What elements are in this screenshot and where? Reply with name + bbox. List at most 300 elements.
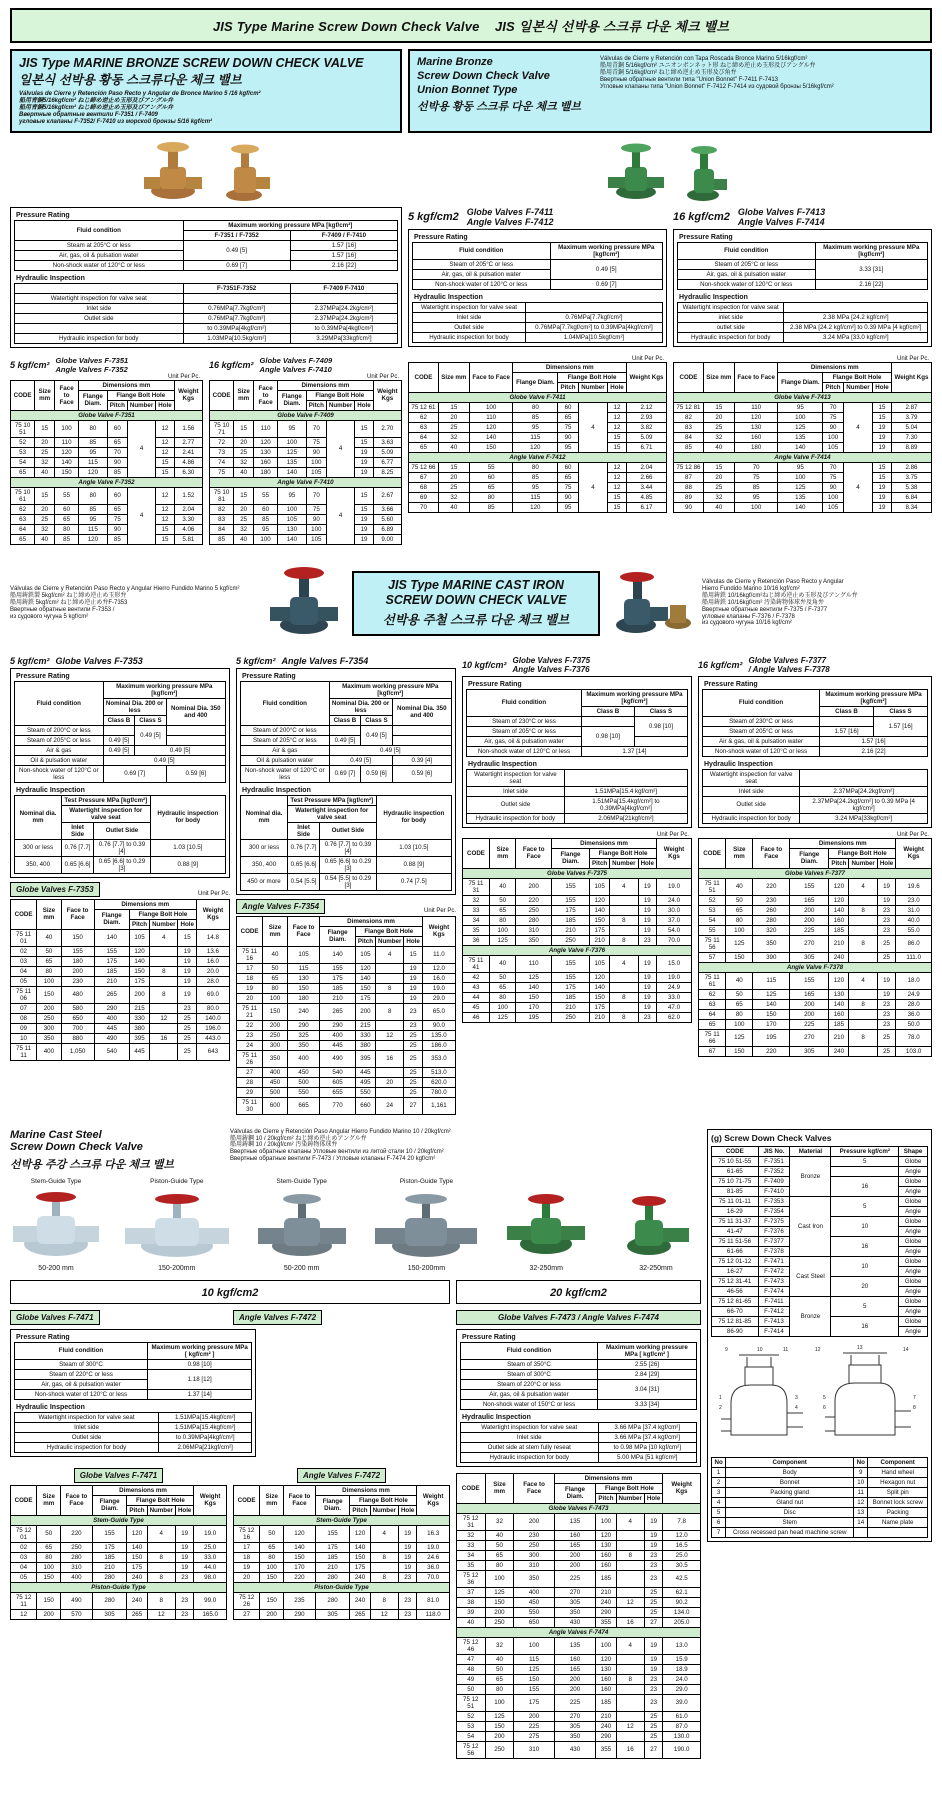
cell: 65 [485, 1674, 514, 1684]
cell: 0.49 [5] [329, 745, 451, 755]
cell: 305 [554, 1597, 596, 1607]
cell: 20 [703, 412, 734, 422]
col-fluid: Fluid condition [15, 220, 184, 240]
cell [525, 302, 662, 312]
cell: 350, 400 [241, 856, 288, 873]
cell: 550 [287, 1087, 319, 1097]
table-row [699, 1029, 932, 1046]
bronze-title-ko: 일본식 선박용 황동 스크류다운 체크 밸브 [19, 72, 242, 87]
cell: Hole [877, 858, 895, 868]
cell: 80 [485, 1684, 514, 1694]
cell: Pitch [129, 919, 149, 929]
cell: 62 [699, 989, 726, 999]
cell: Pitch [127, 1505, 147, 1515]
cell: 36 [463, 935, 490, 945]
cell: 100 [726, 1019, 753, 1029]
angle-valve-bronze-icon [214, 137, 274, 203]
cell: 33.0 [656, 992, 691, 1002]
cell: 8 [849, 905, 877, 915]
cell: 75 [558, 422, 579, 432]
cell: 0.49 [5] [103, 755, 225, 765]
cell: 185 [315, 1552, 350, 1562]
cell: 355 [596, 1617, 616, 1627]
cell: 27 [237, 1067, 263, 1077]
cell: Dimensions mm [92, 1485, 194, 1495]
cell: 8 [147, 1552, 175, 1562]
cell: 19 [355, 514, 373, 524]
cell: 200 [514, 1711, 554, 1721]
cell: 15 [438, 462, 469, 472]
cell: 4 [843, 402, 872, 452]
cell: 12 [156, 514, 174, 524]
cell: 200 [263, 1020, 288, 1030]
table-row [457, 1540, 701, 1550]
cell: 75 11 66 [699, 1029, 726, 1046]
cell: 140 [278, 467, 307, 477]
cell: 300 [37, 1023, 62, 1033]
cs-20-dim-table [456, 1473, 701, 1759]
cell: F-7413 [758, 1316, 790, 1326]
cell: 62.1 [663, 1587, 701, 1597]
cell: 1.52 [174, 487, 202, 504]
section-label-globe: Globe Valve F-7413 [674, 392, 932, 402]
cell: 55 [254, 487, 278, 504]
cell: 75 [306, 504, 326, 514]
cell: 305 [790, 952, 829, 962]
cell: 16 [616, 1617, 644, 1627]
cell: Size mm [234, 380, 254, 410]
cell: 3.66 [373, 504, 401, 514]
table-row [712, 1527, 928, 1537]
ci-7375-pressure-panel [462, 676, 692, 828]
union-5-angle: Angle Valves F-7412 [466, 216, 554, 227]
cell: 0.49 [5] [329, 755, 392, 765]
cell [849, 952, 877, 962]
cell: 120 [129, 946, 149, 956]
cell: Flange Diam. [94, 909, 129, 929]
cell: 7 [712, 1527, 726, 1537]
table-row [234, 1572, 450, 1582]
cell: 155 [551, 972, 589, 982]
cell: 19 [638, 972, 656, 982]
cell: 95 [778, 402, 823, 412]
figure-range: 150-200mm [407, 1264, 446, 1272]
union-5-badge: 5 kgf/cm2 [408, 210, 459, 223]
cell: Oil & pulsation water [15, 755, 104, 765]
cell: 24.6 [417, 1552, 450, 1562]
cell: Globe [899, 1316, 928, 1326]
cell: Size mm [260, 1485, 284, 1515]
cell: 23 [638, 1012, 656, 1022]
cell: 2.12 [626, 402, 666, 412]
cast-steel-section [10, 1129, 932, 1759]
cell: 160 [254, 457, 278, 467]
cell: 110 [55, 437, 79, 447]
cell: 12 [854, 1497, 868, 1507]
cell: 37 [457, 1587, 486, 1597]
cell: Steam of 230°C or less [467, 716, 582, 726]
ci-7375-globe: Globe Valves F-7375 [512, 655, 591, 665]
section-label-globe: Globe Valves F-7377 [699, 868, 932, 878]
cell: 1.51MPa[15.4kgf/cm²] [159, 1412, 252, 1422]
cell: 19 [873, 442, 892, 452]
cell: 620.0 [422, 1077, 455, 1087]
cell: Class S [361, 715, 392, 725]
cell [616, 1607, 644, 1617]
cs-desc-jp: 船用鋳鋼 10 / 20kgf/cm² ねじ締め逆止めアングル弁 [230, 1135, 367, 1142]
cell: 250 [551, 935, 589, 945]
cell: 120 [79, 534, 108, 544]
cell: 2.66 [626, 472, 666, 482]
table-row [674, 492, 932, 502]
cell: 10 [831, 1256, 899, 1276]
piston-guide-valve-icon [123, 1188, 231, 1260]
cell: 23 [175, 1609, 193, 1619]
cell: 95 [278, 420, 307, 437]
cell: Pitch [355, 936, 375, 946]
cell: 12 [370, 1609, 398, 1619]
cell: 74 [210, 457, 234, 467]
cell: 70 [823, 402, 844, 412]
cell [150, 1023, 178, 1033]
cell: 150 [37, 1572, 61, 1582]
cell: 120 [596, 1530, 616, 1540]
cell: 19 [175, 1542, 193, 1552]
cell: 215 [129, 1003, 149, 1013]
cell: 100 [489, 925, 515, 935]
cell: 155 [61, 946, 94, 956]
table-row [237, 1050, 456, 1067]
cell: 55.0 [896, 925, 932, 935]
cs-desc-ru: Ввертные обратные клапаны Угловые вентили из литой стали 10 / 20kgf/cm² [230, 1149, 444, 1156]
cell: 32 [35, 524, 55, 534]
cell: 4.85 [626, 492, 666, 502]
table-row [712, 1507, 928, 1517]
table-row [457, 1741, 701, 1758]
cell: Flange Bolt Hole [306, 390, 373, 400]
bronze-pressure-title: Pressure Rating [16, 211, 70, 219]
cell: 75 11 11 [11, 1043, 37, 1060]
cell: Outlet side [703, 796, 800, 813]
cell: 12 [147, 1609, 175, 1619]
cell: 150 [127, 1552, 147, 1562]
cell [849, 925, 877, 935]
cell: Fluid condition [15, 681, 104, 725]
cell: CODE [463, 838, 490, 868]
table-row [409, 462, 667, 472]
cell: 53 [11, 447, 35, 457]
cell: 84 [210, 524, 234, 534]
cell: 115 [513, 432, 558, 442]
table-row [237, 1003, 456, 1020]
cell: 19 [178, 966, 196, 976]
page-title-en: JIS Type Marine Screw Down Check Valve [212, 19, 480, 34]
bronze-hyd-title: Hydraulic Inspection [16, 274, 85, 282]
cell: 210 [590, 935, 610, 945]
unit-label: Unit Per Pc. [366, 373, 399, 380]
svg-text:12: 12 [815, 1346, 821, 1353]
cell: 16.3 [417, 1525, 450, 1542]
cell: 19 [355, 447, 373, 457]
cell: CODE [699, 838, 726, 868]
cell: Cross recessed pan head machine screw [726, 1527, 854, 1537]
union-title-ko: 선박용 황동 스크류 다운 체크 밸브 [417, 101, 582, 114]
table-row [15, 1432, 252, 1442]
cell: 100 [489, 1002, 515, 1012]
cell: 310 [514, 1560, 554, 1570]
table-row [699, 925, 932, 935]
cell: 19 [175, 1525, 193, 1542]
cell: 115 [514, 1654, 554, 1664]
cell: 24.0 [663, 1674, 701, 1684]
cell: Size mm [35, 380, 55, 410]
cell: CODE [712, 1146, 759, 1156]
cell: 15 [404, 946, 422, 963]
cell: 15 [355, 420, 373, 437]
table-row [11, 1592, 227, 1609]
cell: Hydraulic inspection for body [467, 813, 565, 823]
table-row [15, 735, 226, 745]
cell: 135 [778, 492, 823, 502]
cell: 19 [644, 1637, 662, 1654]
cell [854, 1527, 868, 1537]
cell: Disc [726, 1507, 854, 1517]
cell [375, 963, 403, 973]
cell: 19 [877, 989, 895, 999]
table-row [674, 502, 932, 512]
cell [616, 1731, 644, 1741]
cell: Fluid condition [703, 689, 820, 716]
cell: 15 [703, 462, 734, 472]
table-row [234, 1609, 450, 1619]
cell [375, 1087, 403, 1097]
cell: 75 12 86 [674, 462, 704, 472]
figure-label: Stem-Guide Type [30, 1177, 82, 1185]
cell: 53 [699, 905, 726, 915]
table-row [234, 1542, 450, 1552]
bronze-desc-jp2: 船用青銅5/16kgf/cm² ねじ締め逆止め玉形及びアングル弁 [19, 105, 174, 112]
cell: 200 [554, 1560, 596, 1570]
table-row [457, 1607, 701, 1617]
cell: 310 [61, 1562, 92, 1572]
cell: Flange Bolt Hole [355, 926, 422, 936]
cs-10-pressure-panel [10, 1329, 256, 1457]
svg-text:10: 10 [757, 1346, 763, 1353]
cast-iron-left-figure [266, 559, 346, 648]
cell: 23 [877, 925, 895, 935]
cell: Fluid condition [15, 1342, 148, 1359]
cell: Dimensions mm [554, 1473, 663, 1483]
cell: CODE [11, 1485, 37, 1515]
cell: 120 [734, 412, 778, 422]
cell: 95 [278, 487, 307, 504]
cell: 16-29 [712, 1206, 759, 1216]
table-row [234, 1552, 450, 1562]
cell: 30.0 [656, 905, 691, 915]
cell: 75 12 46 [457, 1637, 486, 1654]
cell: 85 [513, 472, 558, 482]
table-row [467, 813, 688, 823]
cell: 290 [596, 1607, 616, 1617]
cell: Non-shock water of 150°C or less [461, 1399, 598, 1409]
cell: 450 [287, 1067, 319, 1077]
cell: 305 [790, 1046, 829, 1056]
cell: 30.5 [663, 1560, 701, 1570]
cell: 5 [712, 1507, 726, 1517]
cell: Number [578, 382, 607, 392]
cell: inlet side [678, 312, 784, 322]
table-row [15, 313, 398, 323]
cell: 90 [558, 492, 579, 502]
cell: 0.49 [5] [135, 725, 166, 745]
cell: Maximum working pressure MPa [kgf/cm²] [820, 689, 928, 706]
cell: Face to Face [284, 1485, 315, 1515]
union-16-badge: 16 kgf/cm2 [673, 210, 730, 223]
bronze-section [10, 49, 932, 133]
cell: 490 [94, 1033, 129, 1043]
cell: Size mm [438, 362, 469, 392]
cell: Size mm [263, 916, 288, 946]
union-16-block [673, 207, 932, 347]
cell: 240 [829, 1046, 849, 1056]
figure-4 [501, 1178, 591, 1272]
cell [849, 1046, 877, 1056]
cell: 3.04 [31] [597, 1379, 696, 1399]
cell: 75 11 30 [237, 1097, 263, 1114]
cell: 140 [55, 457, 79, 467]
table-row [241, 856, 452, 873]
union-16-angle: Angle Valves F-7414 [737, 216, 825, 227]
ci-7377-dim-table [698, 838, 932, 1057]
cell: Number [370, 1505, 398, 1515]
cell: Size mm [703, 362, 734, 392]
table-row [457, 1731, 701, 1741]
cs-20-badge: 20 kgf/cm2 [550, 1286, 607, 1299]
cell: Weight Kgs [196, 899, 229, 929]
cell: 25 [438, 482, 469, 492]
cell: 16 [831, 1176, 899, 1196]
cell: F-7410 [758, 1186, 790, 1196]
cell: 23 [644, 1570, 662, 1587]
cell: 5 [831, 1156, 899, 1166]
cell: 95 [558, 502, 579, 512]
cell: 100 [823, 492, 844, 502]
cast-iron-title-box [352, 571, 600, 636]
cell: 19 [355, 534, 373, 544]
cell: 60 [558, 402, 579, 412]
cell [616, 1684, 644, 1694]
cell: 4 [849, 972, 877, 989]
cell: 135 [278, 457, 307, 467]
cell: CODE [234, 1485, 260, 1515]
label-globe-7409: Globe Valves F-7409 [259, 355, 333, 365]
cell: 19 [404, 983, 422, 993]
cell: 140 [469, 432, 513, 442]
cell: Flange Diam. [315, 1495, 350, 1515]
cell: 160 [596, 1684, 616, 1694]
cell: 155 [320, 963, 356, 973]
cell: 230 [514, 1530, 554, 1540]
cell: 175 [551, 905, 589, 915]
cell: 29 [237, 1087, 263, 1097]
union-5-globe: Globe Valves F-7411 [466, 206, 554, 217]
cell: 15 [703, 402, 734, 412]
cell: Flange Bolt Hole [596, 1483, 663, 1493]
cell: 75 12 11 [11, 1592, 37, 1609]
cell: Face to Face [55, 380, 79, 410]
table-row [457, 1694, 701, 1711]
cell: Face to Face [469, 362, 513, 392]
cell: 100 [778, 412, 823, 422]
cell: 19 [877, 972, 895, 989]
cell: 32 [457, 1530, 486, 1540]
cell: 0.49 [5] [361, 725, 392, 745]
cell: 3.66 MPa [37.4 kgf/cm²] [598, 1432, 697, 1442]
table-row [674, 442, 932, 452]
cell: 25 [178, 1023, 196, 1033]
ci-right-ru2: угловые клапаны F-7376 / F-7378 [702, 613, 795, 620]
cell: 40 [489, 955, 515, 972]
union-valve-images [402, 137, 932, 203]
cell: 655 [320, 1087, 356, 1097]
cell: 200 [516, 878, 552, 895]
cell: Inlet side [703, 786, 800, 796]
union-desc-ru2: Угловые клапаны типа "Union Bonnet" F-7412 F-7414 из судовой бронзы 5/16kgf/cm² [600, 83, 834, 90]
cell: 83 [674, 422, 704, 432]
table-row [15, 1389, 252, 1399]
table-row [457, 1550, 701, 1560]
cell: 8 [375, 1003, 403, 1020]
cell: 105 [287, 946, 319, 963]
table-row [11, 1542, 227, 1552]
cell: F-7409 F-7410 [290, 283, 397, 293]
cell: Pitch [590, 858, 610, 868]
ci-7353-hyd-title: Hydraulic Inspection [16, 786, 85, 794]
cell: 19 [877, 895, 895, 905]
cell: 15 [873, 402, 892, 412]
cell: Flange Diam. [513, 372, 558, 392]
cell: 25 [404, 1050, 422, 1067]
cs-7473-label: Globe Valves F-7473 [457, 1503, 701, 1513]
cell: 6.71 [626, 442, 666, 452]
cell: Nominal Dia. 350 and 400 [166, 698, 225, 725]
cell: 580 [61, 1003, 94, 1013]
cell: 36.0 [896, 1009, 932, 1019]
cell: 225 [790, 1019, 829, 1029]
cell: 62.0 [656, 1012, 691, 1022]
ci-7354-badge: 5 kgf/cm² [236, 655, 276, 666]
cell: 100 [485, 1694, 514, 1711]
table-row [463, 992, 692, 1002]
cell: 50 [260, 1525, 284, 1542]
cell: 0.74 [7.5] [376, 873, 451, 890]
table-row [11, 1003, 230, 1013]
table-row [11, 1023, 230, 1033]
cell: 18 [234, 1552, 260, 1562]
cell [610, 925, 638, 935]
cell: 32 [438, 492, 469, 502]
cell: 450 [263, 1077, 288, 1087]
cell: 50 [485, 1664, 514, 1674]
cell: 120 [55, 447, 79, 457]
cell: 380 [129, 1023, 149, 1033]
cell: 210 [320, 993, 356, 1003]
cell: 67 [409, 472, 439, 482]
cell: 75 [823, 412, 844, 422]
cell: 37.0 [656, 915, 691, 925]
cell: 19 [404, 973, 422, 983]
cs-7472-stem-label: Stem-Guide Type [234, 1515, 450, 1525]
